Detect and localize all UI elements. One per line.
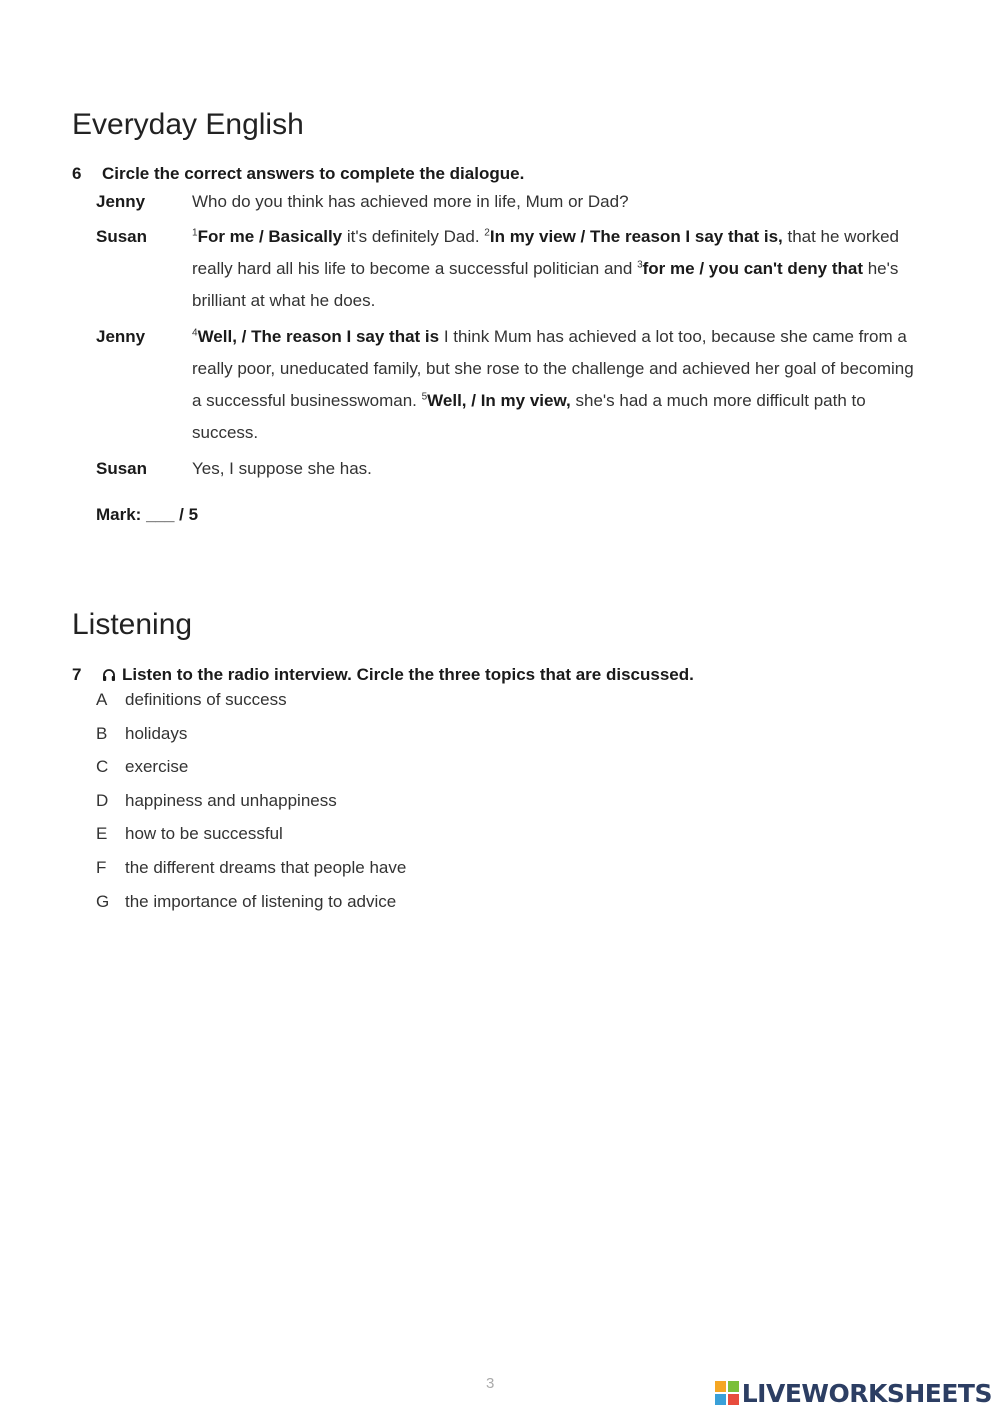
dialogue-row	[96, 321, 926, 449]
dialogue-text: that he worked really hard all his life to become a successful politician and	[192, 227, 899, 278]
dialogue-line	[192, 453, 916, 485]
option-letter: C	[96, 757, 109, 777]
option-letter: B	[96, 723, 108, 743]
exercise-7-instruction	[72, 665, 694, 685]
dialogue-row	[96, 221, 926, 317]
topic-option	[96, 722, 406, 756]
gap-number: 3	[637, 259, 643, 271]
option-text: definitions of success	[125, 690, 287, 709]
option-letter: A	[96, 690, 108, 709]
exercise-6-instruction	[72, 164, 524, 184]
dialogue-row	[96, 453, 926, 485]
dialogue-text: I think Mum has achieved a lot too, because she came from a really poor, uneducated family, but she rose to the challenge and achieved her goal of becoming a successful businesswoman.	[192, 327, 914, 410]
topic-option	[96, 688, 406, 722]
liveworksheets-brand	[715, 1378, 992, 1408]
exercise-number: 6	[72, 164, 82, 183]
liveworksheets-logo-icon	[715, 1381, 739, 1405]
instruction-text: Listen to the radio interview. Circle the three topics that are discussed.	[122, 665, 694, 684]
option-text: happiness and unhappiness	[125, 790, 337, 810]
answer-choice: for me / you can't deny that	[642, 259, 863, 278]
dialogue-text: he's brilliant at what he does.	[192, 259, 899, 310]
page-number: 3	[486, 1375, 495, 1392]
option-letter: F	[96, 857, 107, 877]
dialogue-line	[192, 186, 916, 218]
dialogue-text: it's definitely Dad.	[342, 227, 485, 246]
option-letter: E	[96, 824, 108, 844]
topic-option	[96, 856, 406, 890]
gap-number: 4	[192, 327, 198, 339]
option-text: holidays	[125, 723, 188, 743]
gap-number: 5	[421, 391, 428, 403]
dialogue-text: she's had a much more difficult path to success.	[192, 391, 866, 442]
section-title-everyday-english: Everyday English	[72, 108, 304, 141]
mark-score: Mark: ___ / 5	[96, 505, 199, 524]
gap-number: 2	[484, 227, 490, 239]
option-text: exercise	[125, 757, 189, 777]
option-text: the importance of listening to advice	[125, 891, 397, 911]
exercise-number: 7	[72, 665, 82, 684]
dialogue-text: Who do you think has achieved more in life, Mum or Dad?	[192, 192, 629, 211]
dialogue-line	[192, 321, 916, 449]
dialogue-row	[96, 186, 926, 218]
topic-option	[96, 789, 406, 823]
option-text: how to be successful	[125, 824, 283, 844]
topic-option	[96, 755, 406, 789]
answer-choice: In my view / The reason I say that is,	[489, 227, 783, 246]
option-letter: D	[96, 790, 109, 810]
speaker-name: Jenny	[96, 192, 146, 211]
topic-options-list	[96, 688, 406, 923]
answer-choice: Well, / The reason I say that is	[197, 327, 440, 346]
section-title-listening: Listening	[72, 608, 193, 641]
speaker-name: Susan	[96, 227, 148, 246]
answer-choice: For me / Basically	[197, 227, 343, 246]
answer-choice: Well, / In my view,	[427, 391, 571, 410]
topic-option	[96, 822, 406, 856]
gap-number: 1	[192, 227, 198, 239]
brand-name: LIVEWORKSHEETS	[741, 1378, 992, 1408]
option-text: the different dreams that people have	[125, 857, 407, 877]
option-letter: G	[96, 891, 110, 911]
speaker-name: Jenny	[96, 327, 146, 346]
dialogue-text: Yes, I suppose she has.	[192, 459, 372, 478]
headphones-icon	[102, 668, 116, 682]
instruction-text: Circle the correct answers to complete the dialogue.	[102, 164, 525, 183]
speaker-name: Susan	[96, 459, 148, 478]
topic-option	[96, 890, 406, 924]
dialogue-line	[192, 221, 916, 317]
